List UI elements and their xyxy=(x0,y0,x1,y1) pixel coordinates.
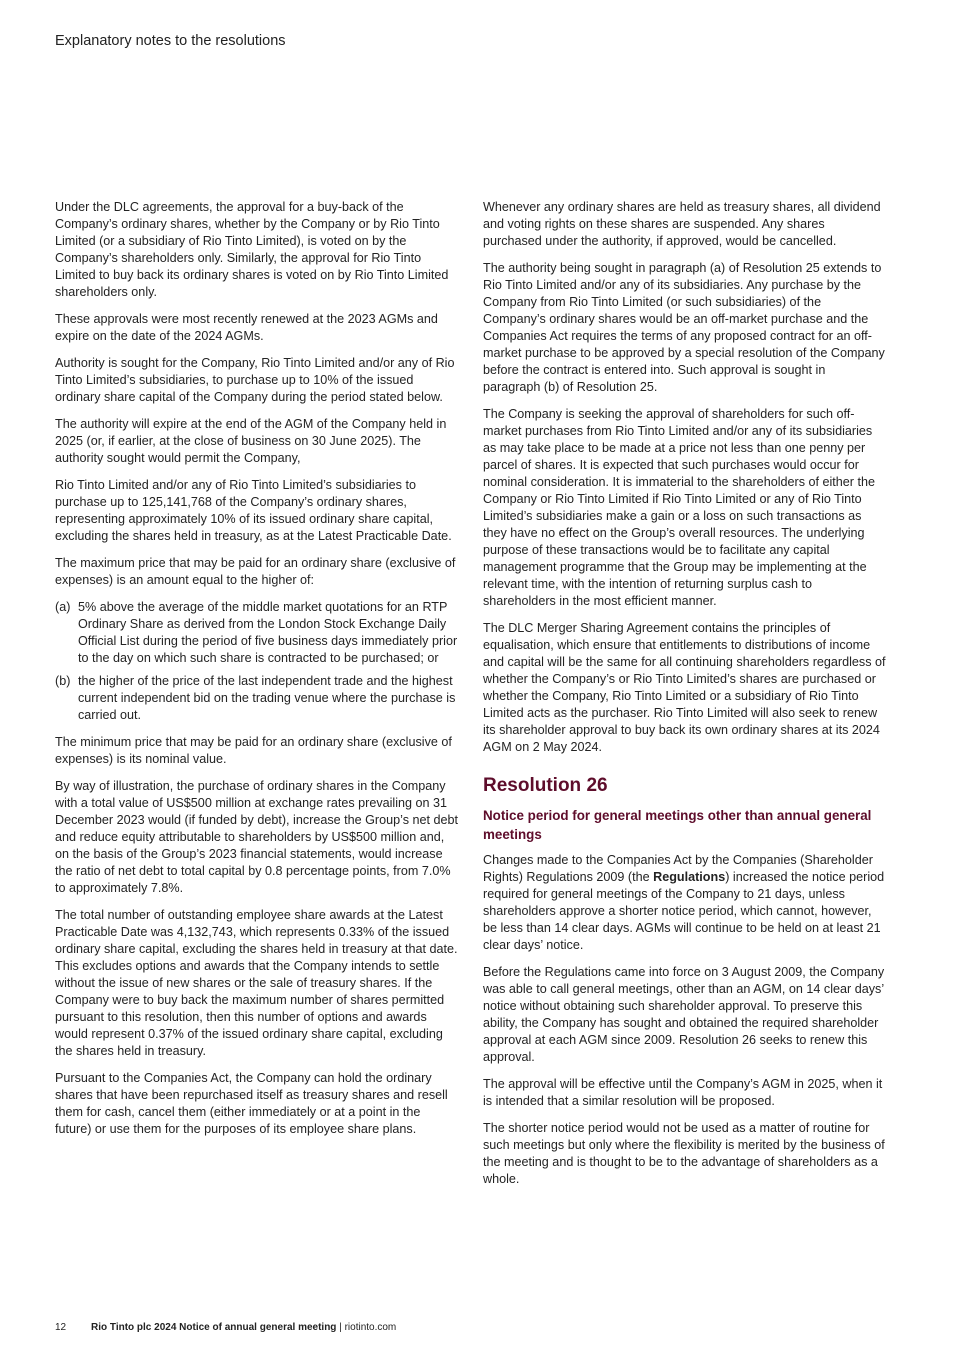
resolution-heading: Resolution 26 xyxy=(483,775,608,796)
page-number: 12 xyxy=(55,1322,67,1333)
paragraph: The maximum price that may be paid for an ordinary share (exclusive of expenses) is an amount equal to the higher of: xyxy=(55,556,456,587)
footer xyxy=(55,1322,396,1333)
list-item-text: 5% above the average of the middle market quotations for an RTP Ordinary Share as derived from the London Stock Exchange Daily Official List during the period of five business days immediately prior to the day on which such share is contracted to be purchased; or xyxy=(78,600,458,665)
text-run: Changes made to the Companies Act by the Companies (Shareholder Rights) Regulations 2009 (the xyxy=(483,853,873,884)
paragraph: These approvals were most recently renewed at the 2023 AGMs and expire on the date of the 2024 AGMs. xyxy=(55,312,438,343)
paragraph: The minimum price that may be paid for an ordinary share (exclusive of expenses) is its nominal value. xyxy=(55,735,452,766)
paragraph xyxy=(483,852,886,954)
paragraph: The shorter notice period would not be used as a matter of routine for such meetings but only where the flexibility is merited by the business of the meeting and is thought to be to the advantage of shareholders as a whole. xyxy=(483,1121,885,1186)
paragraph: Before the Regulations came into force on 3 August 2009, the Company was able to call general meetings, other than an AGM, on 14 clear days’ notice without obtaining such shareholder approval. To preserve this ability, the Company has sought and obtained the required shareholder approval at each AGM since 2009. Resolution 26 seeks to renew this approval. xyxy=(483,965,885,1064)
defined-term: Regulations xyxy=(653,870,726,884)
website-link[interactable]: riotinto.com xyxy=(344,1322,397,1333)
paragraph: The DLC Merger Sharing Agreement contains the principles of equalisation, which ensure that entitlements to distributions of income and capital will be the same for all continuing shareholders regardless of whether the Company’s or Rio Tinto Limited’s shares are purchased or whether the Company, Rio Tinto Limited or a subsidiary of Rio Tinto Limited acts as the purchaser. Rio Tinto Limited will also seek to renew its shareholder approval to buy back its own ordinary shares at its 2024 AGM on 2 May 2024. xyxy=(483,621,886,754)
list-marker: (a) xyxy=(55,600,71,614)
right-column xyxy=(483,199,886,1198)
price-conditions-list xyxy=(55,599,458,724)
paragraph: The total number of outstanding employee share awards at the Latest Practicable Date was 4,132,743, which represents 0.33% of the issued ordinary share capital, excluding the shares held in treasury at that date. This excludes options and awards that the Company intends to settle without the issue of new shares or the sale of treasury shares. If the Company were to buy back the maximum number of shares permitted pursuant to this resolution, then this number of options and awards would represent 0.37% of the issued ordinary share capital, excluding the shares held in treasury. xyxy=(55,908,458,1058)
paragraph: The approval will be effective until the Company’s AGM in 2025, when it is intended that a similar resolution will be proposed. xyxy=(483,1077,883,1108)
list-item-text: the higher of the price of the last independent trade and the highest current independent bid on the trading venue where the purchase is carried out. xyxy=(78,674,456,722)
list-item xyxy=(55,599,458,667)
paragraph: Whenever any ordinary shares are held as treasury shares, all dividend and voting rights on these shares are suspended. Any shares purchased under the authority, if approved, would be cancelled. xyxy=(483,200,881,248)
paragraph: The authority being sought in paragraph (a) of Resolution 25 extends to Rio Tinto Limited and/or any of its subsidiaries. Any purchase by the Company from Rio Tinto Limited (or such subsidiaries) of the Company’s ordinary shares would be an off-market purchase and the Companies Act requires the terms of any proposed contract for an off-market purchase to be approved by a special resolution of the Company before the contract is entered into. Such approval is sought in paragraph (b) of Resolution 25. xyxy=(483,261,885,394)
list-item xyxy=(55,673,458,724)
paragraph: By way of illustration, the purchase of ordinary shares in the Company with a total value of US$500 million at exchange rates prevailing on 31 December 2023 would (if funded by debt), increase the Group’s net debt and reduce equity attributable to shareholders by US$500 million and, on the basis of the Group’s 2023 financial statements, would increase the ratio of net debt to total capital by 0.8 percentage points, from 7.0% to approximately 7.8%. xyxy=(55,779,459,895)
text-run: ) increased the notice period required for general meetings of the Company to 21 days, unless shareholders approve a shorter notice period, which cannot, however, be less than 14 clear days. AGMs will continue to be held on at least 21 clear days’ notice. xyxy=(483,870,885,952)
paragraph: Authority is sought for the Company, Rio Tinto Limited and/or any of Rio Tinto Limited’s subsidiaries, to purchase up to 10% of the issued ordinary share capital of the Company during the period stated below. xyxy=(55,356,455,404)
list-marker: (b) xyxy=(55,674,71,688)
paragraph: Under the DLC agreements, the approval for a buy-back of the Company’s ordinary shares, whether by the Company or by Rio Tinto Limited (or a subsidiary of Rio Tinto Limited), is voted on by the Company’s shareholders only. Similarly, the approval for Rio Tinto Limited to buy back its ordinary shares is voted on by Rio Tinto Limited shareholders only. xyxy=(55,200,449,299)
paragraph: The Company is seeking the approval of shareholders for such off-market purchases from Rio Tinto Limited and/or any of its subsidiaries as may take place to be made at a price not less than one penny per parcel of shares. It is expected that such purchases would occur for nominal consideration. It is immaterial to the shareholders of either the Company or Rio Tinto Limited if Rio Tinto Limited or any of Rio Tinto Limited’s subsidiaries make a gain or a loss on such transactions as they have no effect on the Group’s overall resources. The underlying purpose of these transactions would be to facilitate any capital management programme that the Group may be implementing at the relevant time, with the intention of returning surplus cash to shareholders in the most efficient manner. xyxy=(483,407,876,608)
paragraph: Rio Tinto Limited and/or any of Rio Tinto Limited’s subsidiaries to purchase up to 125,141,768 of the Company’s ordinary shares, representing approximately 10% of its issued ordinary share capital, excluding the shares held in treasury, as at the Latest Practicable Date. xyxy=(55,478,452,543)
left-column xyxy=(55,199,458,1148)
paragraph: Pursuant to the Companies Act, the Company can hold the ordinary shares that have been repurchased itself as treasury shares and resell them for cash, cancel them (either immediately or at a point in the future) or use them for the purposes of its employee share plans. xyxy=(55,1071,448,1136)
paragraph: The authority will expire at the end of the AGM of the Company held in 2025 (or, if earlier, at the close of business on 30 June 2025). The authority sought would permit the Company, xyxy=(55,417,447,465)
section-title: Explanatory notes to the resolutions xyxy=(55,33,286,49)
resolution-subheading: Notice period for general meetings other than annual general meetings xyxy=(483,808,872,842)
footer-separator: | xyxy=(336,1322,345,1333)
publication-title: Rio Tinto plc 2024 Notice of annual general meeting xyxy=(91,1322,337,1333)
